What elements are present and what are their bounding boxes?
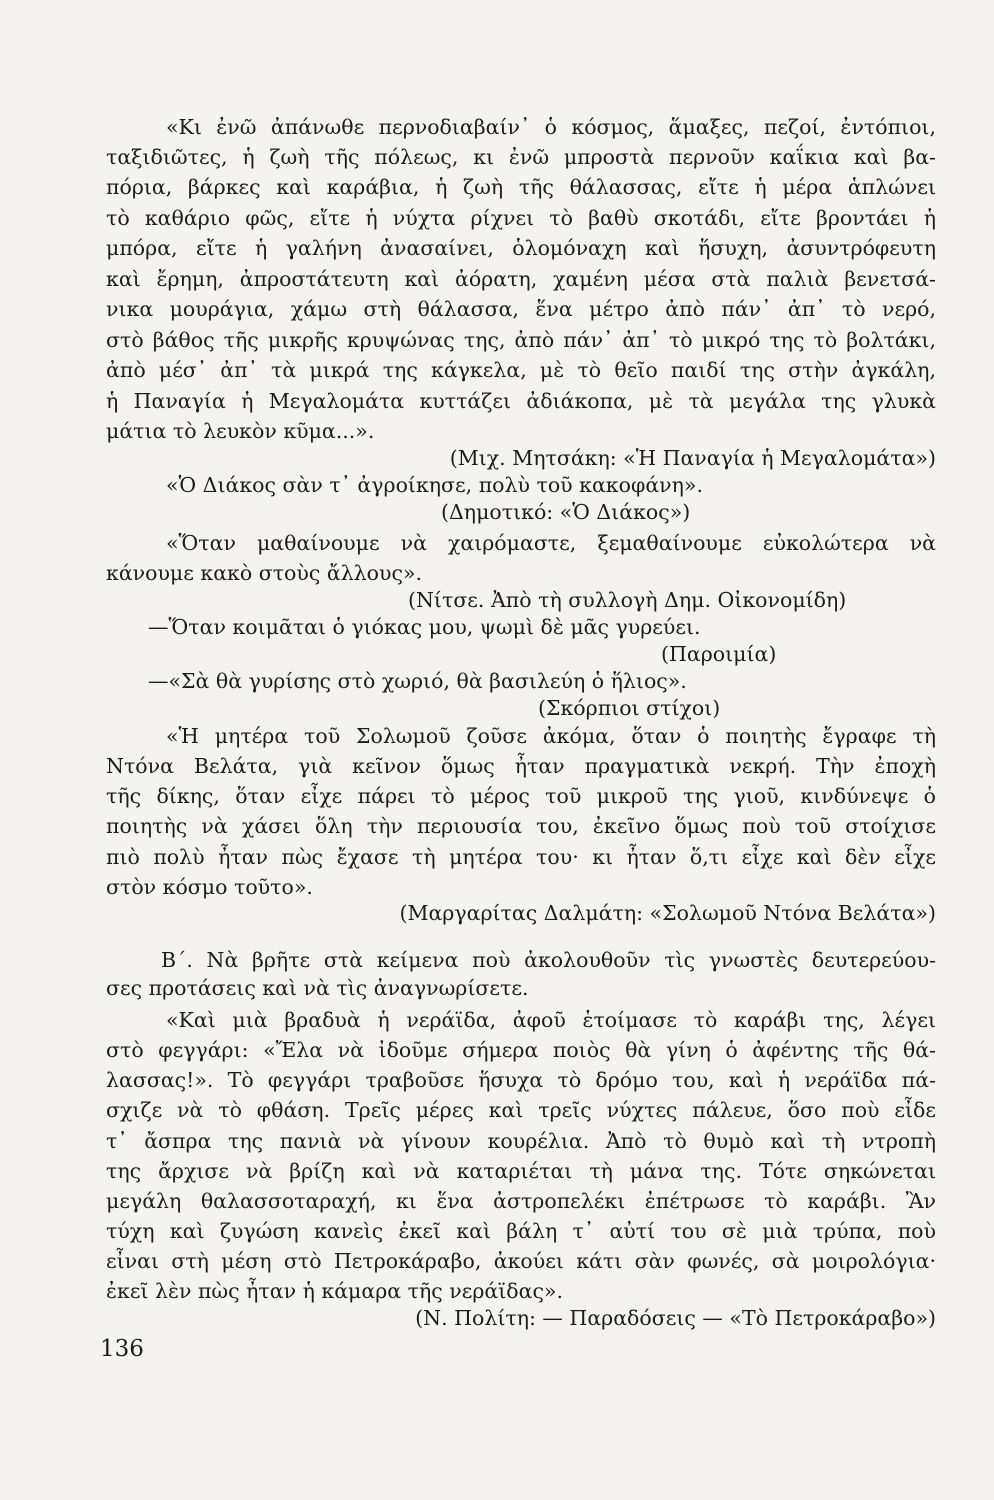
citation: (Ν. Πολίτη: — Παραδόσεις — «Τὸ Πετροκάραβο»)	[415, 1306, 936, 1330]
text-line: στὸ φεγγάρι: «Ἔλα νὰ ἰδοῦμε σήμερα ποιὸς θὰ γίνη ὁ ἀφέντης τῆς θά-	[106, 1038, 936, 1062]
text-line: «Καὶ μιὰ βραδυὰ ἡ νεράϊδα, ἀφοῦ ἑτοίμασε τὸ καράβι της, λέγει	[166, 1008, 936, 1032]
citation: (Νίτσε. Ἀπὸ τὴ συλλογὴ Δημ. Οἰκονομίδη)	[408, 588, 847, 612]
citation: (Παροιμία)	[661, 642, 777, 666]
text-line: σες προτάσεις καὶ νὰ τὶς ἀναγνωρίσετε.	[106, 976, 529, 1000]
citation: (Δημοτικό: «Ὁ Διάκος»)	[441, 500, 691, 524]
text-line: λασσας!». Τὸ φεγγάρι τραβοῦσε ἥσυχα τὸ δρόμο του, καὶ ἡ νεράϊδα πά-	[106, 1068, 936, 1092]
text-line: ἐκεῖ λὲν πὼς ἦταν ἡ κάμαρα τῆς νεράϊδας».	[106, 1279, 563, 1303]
text-line: σχιζε νὰ τὸ φθάση. Τρεῖς μέρες καὶ τρεῖς νύχτες πάλευε, ὅσο ποὺ εἶδε	[106, 1098, 936, 1122]
text-line: —Ὅταν κοιμᾶται ὁ γιόκας μου, ψωμὶ δὲ μᾶς γυρεύει.	[148, 615, 701, 639]
text-line: μεγάλη θαλασσοταραχή, κι ἕνα ἀστροπελέκι ἐπέτρωσε τὸ καράβι. Ἂν	[106, 1189, 936, 1213]
text-line: στὸ βάθος τῆς μικρῆς κρυψώνας της, ἀπὸ πάν᾽ ἀπ᾽ τὸ μικρό της τὸ βολτάκι,	[106, 328, 936, 352]
text-line: ἀπὸ μέσ᾽ ἀπ᾽ τὰ μικρά της κάγκελα, μὲ τὸ θεῖο παιδί της στὴν ἀγκάλη,	[106, 358, 936, 382]
text-line: πιὸ πολὺ ἦταν πὼς ἔχασε τὴ μητέρα του· κι ἦταν ὅ,τι εἶχε καὶ δὲν εἶχε	[106, 845, 936, 869]
text-line: «Ὅταν μαθαίνουμε νὰ χαιρόμαστε, ξεμαθαίνουμε εὐκολώτερα νὰ	[166, 531, 936, 555]
citation: (Μιχ. Μητσάκη: «Ἡ Παναγία ἡ Μεγαλομάτα»)	[449, 446, 936, 470]
text-line: τῆς δίκης, ὅταν εἶχε πάρει τὸ μέρος τοῦ μικροῦ της γιοῦ, κινδύνεψε ὁ	[106, 784, 936, 808]
text-line: «Ὁ Διάκος σὰν τ᾽ ἀγροίκησε, πολὺ τοῦ κακοφάνη».	[166, 473, 703, 497]
citation: (Σκόρπιοι στίχοι)	[538, 696, 721, 720]
text-line: «Ἡ μητέρα τοῦ Σολωμοῦ ζοῦσε ἀκόμα, ὅταν ὁ ποιητὴς ἔγραφε τὴ	[166, 724, 936, 748]
text-line: τ᾽ ἄσπρα της πανιὰ νὰ γίνουν κουρέλια. Ἀπὸ τὸ θυμὸ καὶ τὴ ντροπὴ	[106, 1129, 936, 1153]
text-line: ἡ Παναγία ἡ Μεγαλομάτα κυττάζει ἀδιάκοπα, μὲ τὰ μεγάλα της γλυκὰ	[106, 389, 936, 413]
text-line: Ντόνα Βελάτα, γιὰ κεῖνον ὅμως ἦταν πραγματικὰ νεκρή. Τὴν ἐποχὴ	[106, 754, 936, 778]
text-line: καὶ ἔρημη, ἀπροστάτευτη καὶ ἀόρατη, χαμένη μέσα στὰ παλιὰ βενετσά-	[106, 267, 936, 291]
exercise-heading: Β΄. Νὰ βρῆτε στὰ κείμενα ποὺ ἀκολουθοῦν τὶς γνωστὲς δευτερεύου-	[161, 948, 936, 972]
text-line: μπόρα, εἴτε ἡ γαλήνη ἀνασαίνει, ὁλομόναχη καὶ ἥσυχη, ἀσυντρόφευτη	[106, 236, 936, 260]
text-line: «Κι ἐνῶ ἀπάνωθε περνοδιαβαίν᾽ ὁ κόσμος, ἅμαξες, πεζοί, ἐντόπιοι,	[166, 115, 936, 139]
text-line: ποιητὴς νὰ χάσει ὅλη τὴν περιουσία του, ἐκεῖνο ὅμως ποὺ τοῦ στοίχισε	[106, 814, 936, 838]
text-line: κάνουμε κακὸ στοὺς ἄλλους».	[106, 561, 423, 585]
text-line: της ἄρχισε νὰ βρίζη καὶ νὰ καταριέται τὴ μάνα της. Τότε σηκώνεται	[106, 1159, 936, 1183]
page-number: 136	[100, 1336, 144, 1362]
text-line: εἶναι στὴ μέση στὸ Πετροκάραβο, ἀκούει κάτι σὰν φωνές, σὰ μοιρολόγια·	[106, 1249, 936, 1273]
text-line: μάτια τὸ λευκὸν κῦμα...».	[106, 419, 375, 443]
text-line: νικα μουράγια, χάμω στὴ θάλασσα, ἕνα μέτρο ἀπὸ πάν᾽ ἀπ᾽ τὸ νερό,	[106, 297, 936, 321]
text-line: πόρια, βάρκες καὶ καράβια, ἡ ζωὴ τῆς θάλασσας, εἴτε ἡ μέρα ἁπλώνει	[106, 175, 936, 199]
text-line: τὸ καθάριο φῶς, εἴτε ἡ νύχτα ρίχνει τὸ βαθὺ σκοτάδι, εἴτε βροντάει ἡ	[106, 206, 936, 230]
citation: (Μαργαρίτας Δαλμάτη: «Σολωμοῦ Ντόνα Βελάτα»)	[399, 901, 936, 925]
text-line: τύχη καὶ ζυγώση κανεὶς ἐκεῖ καὶ βάλη τ᾽ αὐτί του σὲ μιὰ τρύπα, ποὺ	[106, 1219, 936, 1243]
text-line: στὸν κόσμο τοῦτο».	[106, 875, 313, 899]
text-line: ταξιδιῶτες, ἡ ζωὴ τῆς πόλεως, κι ἐνῶ μπροστὰ περνοῦν καΐκια καὶ βα-	[106, 145, 936, 169]
text-line: —«Σὰ θὰ γυρίσης στὸ χωριό, θὰ βασιλεύη ὁ ἥλιος».	[148, 669, 687, 693]
